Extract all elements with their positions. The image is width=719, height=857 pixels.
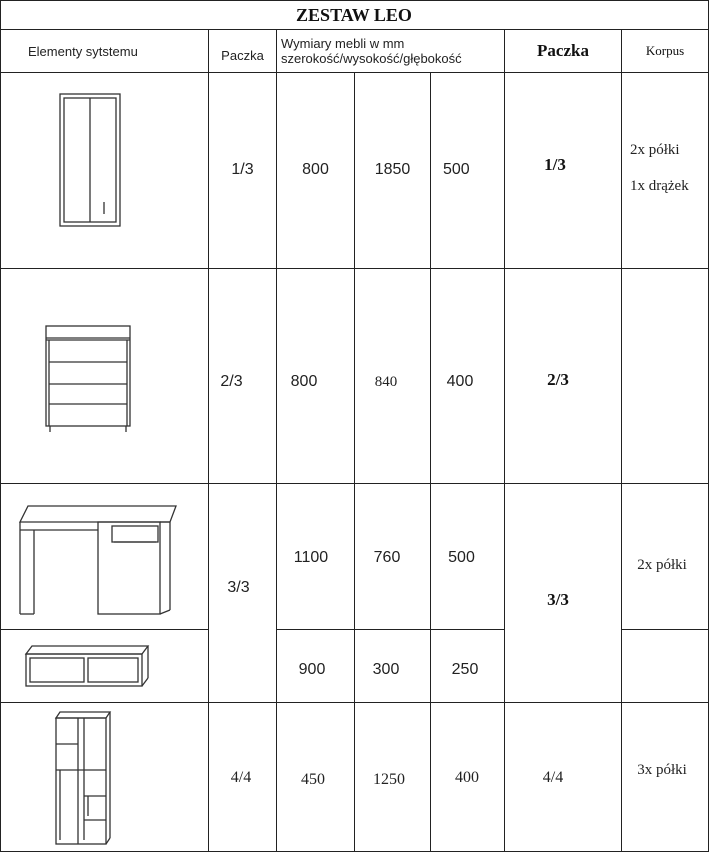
width-cell: 800 (302, 161, 329, 178)
header-dimensions-line2: szerokość/wysokość/głębokość (281, 51, 462, 66)
desk-icon (16, 500, 180, 620)
depth-cell: 500 (443, 161, 470, 178)
korpus-cell: 3x półki (637, 762, 687, 778)
package-cell: 1/3 (231, 161, 254, 178)
header-korpus: Korpus (645, 43, 685, 58)
package-cell: 4/4 (230, 769, 252, 786)
header-elements: Elementy sytstemu (28, 43, 138, 59)
height-cell: 300 (372, 661, 400, 678)
height-cell: 840 (374, 373, 398, 390)
header-package-bold: Paczka (537, 41, 589, 60)
grid-line (0, 0, 1, 852)
package-cell: 2/3 (220, 373, 243, 390)
grid-line (621, 629, 708, 630)
korpus-cell (622, 128, 708, 208)
bookcase-icon (52, 708, 114, 848)
depth-cell: 400 (455, 769, 479, 786)
grid-line (0, 629, 208, 630)
korpus-cell (622, 360, 708, 400)
package-bold-cell: 2/3 (547, 370, 569, 389)
wall-shelf-icon (22, 640, 152, 692)
grid-line (708, 0, 709, 852)
depth-cell: 250 (451, 661, 479, 678)
width-cell: 800 (290, 373, 318, 390)
package-bold-cell: 3/3 (547, 590, 569, 609)
wardrobe-icon (58, 92, 124, 232)
grid-line (276, 629, 504, 630)
height-cell: 760 (373, 549, 401, 566)
header-dimensions-line1: Wymiary mebli w mm (281, 36, 405, 51)
package-cell: 3/3 (227, 579, 250, 596)
depth-cell: 400 (446, 373, 474, 390)
package-bold-cell: 4/4 (542, 769, 564, 786)
height-cell: 1850 (374, 161, 411, 178)
chest-of-drawers-icon (44, 322, 134, 434)
korpus-cell: 2x półki (637, 557, 687, 573)
depth-cell: 500 (448, 549, 475, 566)
height-cell: 1250 (373, 771, 405, 788)
width-cell: 900 (298, 661, 326, 678)
width-cell: 450 (301, 771, 325, 788)
package-bold-cell: 1/3 (544, 155, 566, 174)
header-dimensions (277, 30, 504, 72)
korpus-line: 2x półki (630, 142, 680, 158)
korpus-line: 1x drążek (630, 178, 689, 194)
width-cell: 1100 (293, 549, 329, 566)
sheet-title: ZESTAW LEO (296, 4, 412, 25)
header-package: Paczka (221, 47, 264, 63)
